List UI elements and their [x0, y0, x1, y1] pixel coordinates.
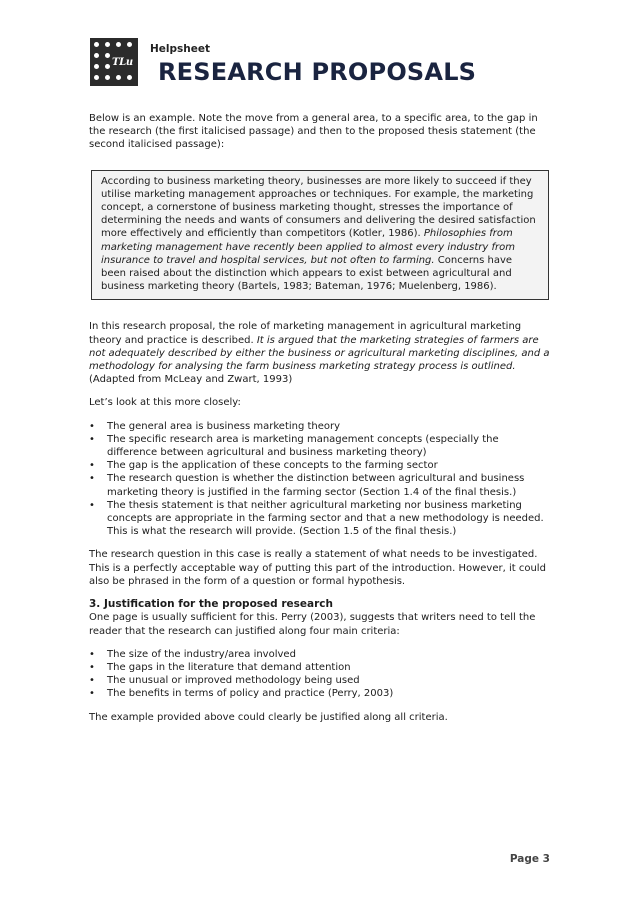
example-text	[101, 175, 540, 294]
logo-text: TLu	[112, 57, 133, 68]
list-item: • The benefits in terms of policy and practice (Perry, 2003)	[89, 687, 551, 700]
list-item: • The specific research area is marketing management concepts (especially the difference between agricultural and business marketing theory)	[89, 433, 551, 459]
analysis-list	[89, 420, 551, 539]
list-item: • The general area is business marketing theory	[89, 420, 551, 433]
list-item: • The gap is the application of these concepts to the farming sector	[89, 459, 551, 472]
example-box	[91, 170, 549, 301]
list-item: • The thesis statement is that neither agricultural marketing nor business marketing concepts are appropriate in the farming sector and that a new methodology is needed. This is what the research will provide. (Section 1.5 of the final thesis.)	[89, 499, 551, 539]
thesis-italic: It is argued that the marketing strategies of farmers are not adequately described by either the business or agricultural marketing disciplines, and a methodology for analysing the farm business marketing strategy process is outlined.	[89, 334, 550, 373]
example-italic-gap: Philosophies from marketing management have recently been applied to almost every industry from insurance to travel and hospital services, but not often to farming.	[101, 228, 515, 266]
list-item: • The gaps in the literature that demand attention	[89, 661, 551, 674]
thesis-paragraph	[89, 320, 551, 386]
section-intro: One page is usually sufficient for this. Perry (2003), suggests that writers need to tell the reader that the research can justified along four main criteria:	[89, 612, 536, 637]
research-question-paragraph: The research question in this case is really a statement of what needs to be investigated. This is a perfectly acceptable way of putting this part of the introduction. However, it could also be phrased in the form of a question or formal hypothesis.	[89, 549, 546, 587]
document-body	[89, 112, 551, 724]
example-part1: According to business marketing theory, businesses are more likely to succeed if they utilise marketing management approaches or techniques. For example, the marketing concept, a cornerstone of business marketing thought, stresses the importance of determining the needs and wants of consumers and delivering the desired satisfaction more effectively and efficiently than competitors (Kotler, 1986).	[101, 175, 536, 240]
thesis-part1: In this research proposal, the role of marketing management in agricultural marketing theory and practice is described.	[89, 321, 522, 346]
example-part2: Concerns have been raised about the distinction which appears to exist between agricultural and business marketing theory (Bartels, 1983; Bateman, 1976; Muelenberg, 1986).	[101, 254, 513, 293]
section-heading: 3. Justification for the proposed research	[89, 598, 333, 611]
list-item: • The research question is whether the distinction between agricultural and business marketing theory is justified in the farming sector (Section 1.4 of the final thesis.)	[89, 472, 551, 498]
closer-look-line: Let’s look at this more closely:	[89, 397, 241, 409]
list-item: • The unusual or improved methodology being used	[89, 674, 551, 687]
page-title: RESEARCH PROPOSALS	[158, 58, 477, 86]
tlu-logo	[90, 38, 138, 86]
thesis-part2: (Adapted from McLeay and Zwart, 1993)	[89, 374, 293, 386]
closing-paragraph: The example provided above could clearly be justified along all criteria.	[89, 711, 448, 723]
criteria-list	[89, 648, 551, 701]
intro-paragraph: Below is an example. Note the move from a general area, to a specific area, to the gap in the research (the first italicised passage) and then to the proposed thesis statement (the second italicised passage):	[89, 113, 538, 151]
page-number: Page 3	[509, 853, 550, 865]
list-item: • The size of the industry/area involved	[89, 648, 551, 661]
helpsheet-label: Helpsheet	[150, 43, 211, 55]
